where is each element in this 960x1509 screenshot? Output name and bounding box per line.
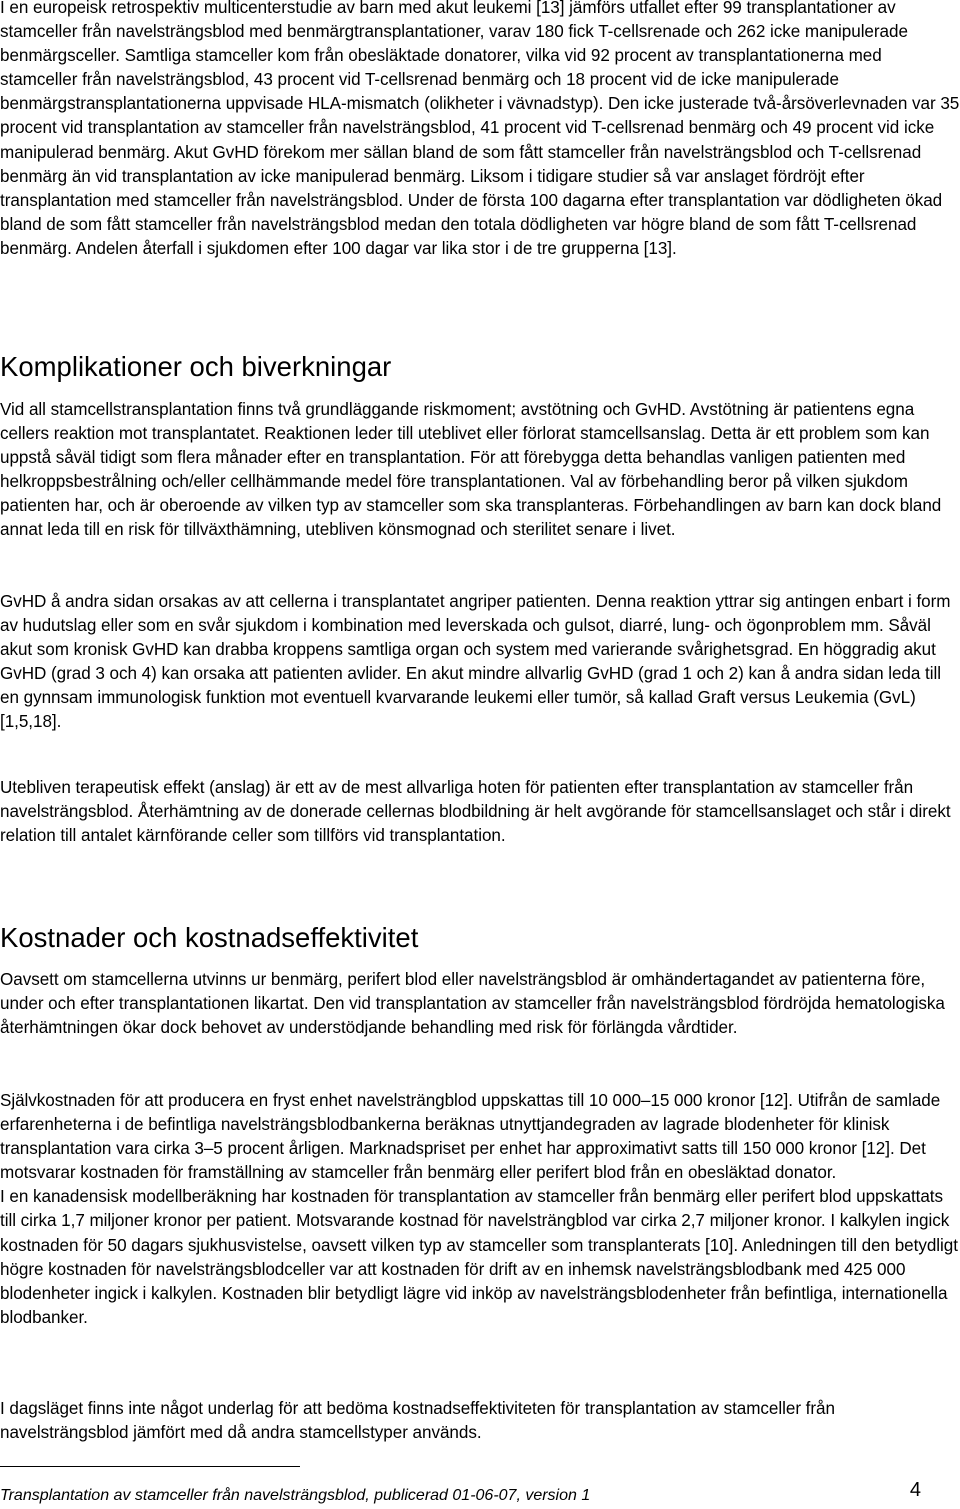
body-paragraph-4: Utebliven terapeutisk effekt (anslag) är ett av de mest allvarliga hoten för patienten efter transplantation av stamceller från navelsträngsblod. Återhämtning av de donerade cellernas blodbildning är helt avgörande för stamcellsanslaget och står i direkt relation till antalet kärnförande celler som tillförs vid transplantation. [0,778,951,846]
body-paragraph-2: Vid all stamcellstransplantation finns två grundläggande riskmoment; avstötning och GvHD. Avstötning är patientens egna cellers reaktion mot transplantatet. Reaktionen leder till uteblivet eller förlorat stamcellsanslag. Detta är ett problem som kan uppstå såväl tidigt som flera månader efter en transplantation. För att förebygga detta behandlas vanligen patienten med helkroppsbestrålning och/eller cellhämmande medel före transplantationen. Val av förbehandling beror på vilken sjukdom patienten har, och är oberoende av vilken typ av stamceller som ska transplanteras. Förbehandlingen av barn kan dock bland annat leda till en risk för tillväxthämning, utebliven könsmognad och sterilitet senare i livet. [0,400,942,540]
body-paragraph-7: I dagsläget finns inte något underlag för att bedöma kostnadseffektiviteten för transplantation av stamceller från navelsträngsblod jämfört med då andra stamcellstyper används. [0,1399,835,1443]
footer-divider [0,1466,300,1467]
body-paragraph-5: Oavsett om stamcellerna utvinns ur benmärg, perifert blod eller navelsträngsblod är omhändertagandet av patienterna före, under och efter transplantationen likartat. Den vid transplantation av stamceller från navelsträngsblod fördröjda hematologiska återhämtningen ökar dock behovet av understödjande behandling med risk för förlängda vårdtider. [0,970,945,1038]
body-paragraph-group-6 [0,1089,960,1330]
page-number: 4 [909,1479,921,1501]
footer-text: Transplantation av stamceller från navelsträngsblod, publicerad 01-06-07, version 1 [0,1487,591,1504]
section-heading-costs: Kostnader och kostnadseffektivitet [0,922,419,953]
section-heading-complications: Komplikationer och biverkningar [0,351,392,382]
body-paragraph-6a: Självkostnaden för att producera en fryst enhet navelsträngblod uppskattas till 10 000–15 000 kronor [12]. Utifrån de samlade erfarenheterna i de befintliga navelsträngsblodbankerna beräknas utnyttjandegraden av lagrade blodenheter för klinisk transplantation vara cirka 3–5 procent årligen. Marknadspriset per enhet har approximativt satts till 150 000 kronor [12]. Det motsvarar kostnaden för framställning av stamceller från benmärg eller perifert blod från en obesläktad donator. [0,1091,941,1183]
body-paragraph-1: I en europeisk retrospektiv multicenterstudie av barn med akut leukemi [13] jämförs utfallet efter 99 transplantationer av stamceller från navelsträngsblod med benmärgtransplantationer, varav 180 fick T-cellsrenade och 262 icke manipulerade benmärgsceller. Samtliga stamceller kom från obesläktade donatorer, vilka vid 92 procent av transplantationerna med stamceller från navelsträngsblod, 43 procent vid T-cellsrenad benmärg och 18 procent vid de icke manipulerade benmärgstransplantationerna uppvisade HLA-mismatch (olikheter i vävnadstyp). Den icke justerade två-årsöverlevnaden var 35 procent vid transplantation av stamceller från navelsträngsblod, 41 procent vid T-cellsrenad benmärg och 49 procent vid icke manipulerad benmärg. Akut GvHD förekom mer sällan bland de som fått stamceller från navelsträngsblod och T-cellsrenad benmärg än vid transplantation av icke manipulerad benmärg. Liksom i tidigare studier så var anslaget fördröjt efter transplantation med stamceller från navelsträngsblod. Under de första 100 dagarna efter transplantation var dödligheten ökad bland de som fått stamceller från navelsträngsblod medan den totala dödligheten var högre bland de som fått T-cellsrenad benmärg. Andelen återfall i sjukdomen efter 100 dagar var lika stor i de tre grupperna [13]. [0,0,960,258]
body-paragraph-6b: I en kanadensisk modellberäkning har kostnaden för transplantation av stamceller från benmärg eller perifert blod uppskattats till cirka 1,7 miljoner kronor per patient. Motsvarande kostnad för navelsträngblod var cirka 2,7 miljoner kronor. I kalkylen ingick kostnaden för 50 dagars sjukhusvistelse, oavsett vilken typ av stamceller som transplanterats [10]. Anledningen till den betydligt högre kostnaden för navelsträngsblodceller var att kostnaden för drift av en inhemsk navelsträngsblodbank med 425 000 blodenheter ingick i kalkylen. Kostnaden blir betydligt lägre vid inköp av navelsträngsblodenheter från befintliga, internationella blodbanker. [0,1187,958,1327]
body-paragraph-3: GvHD å andra sidan orsakas av att cellerna i transplantatet angriper patienten. Denna reaktion yttrar sig antingen enbart i form av hudutslag eller som en svår sjukdom i kombination med leverskada och gulsot, diarré, lung- och ögonproblem mm. Såväl akut som kronisk GvHD kan drabba kroppens samtliga organ och system med varierande svårighetsgrad. En höggradig akut GvHD (grad 3 och 4) kan orsaka att patienten avlider. En akut mindre allvarlig GvHD (grad 1 och 2) kan å andra sidan leda till en gynnsam immunologisk funktion mot eventuell kvarvarande leukemi eller tumör, så kallad Graft versus Leukemia (GvL) [1,5,18]. [0,592,951,732]
page-footer [0,1479,960,1509]
